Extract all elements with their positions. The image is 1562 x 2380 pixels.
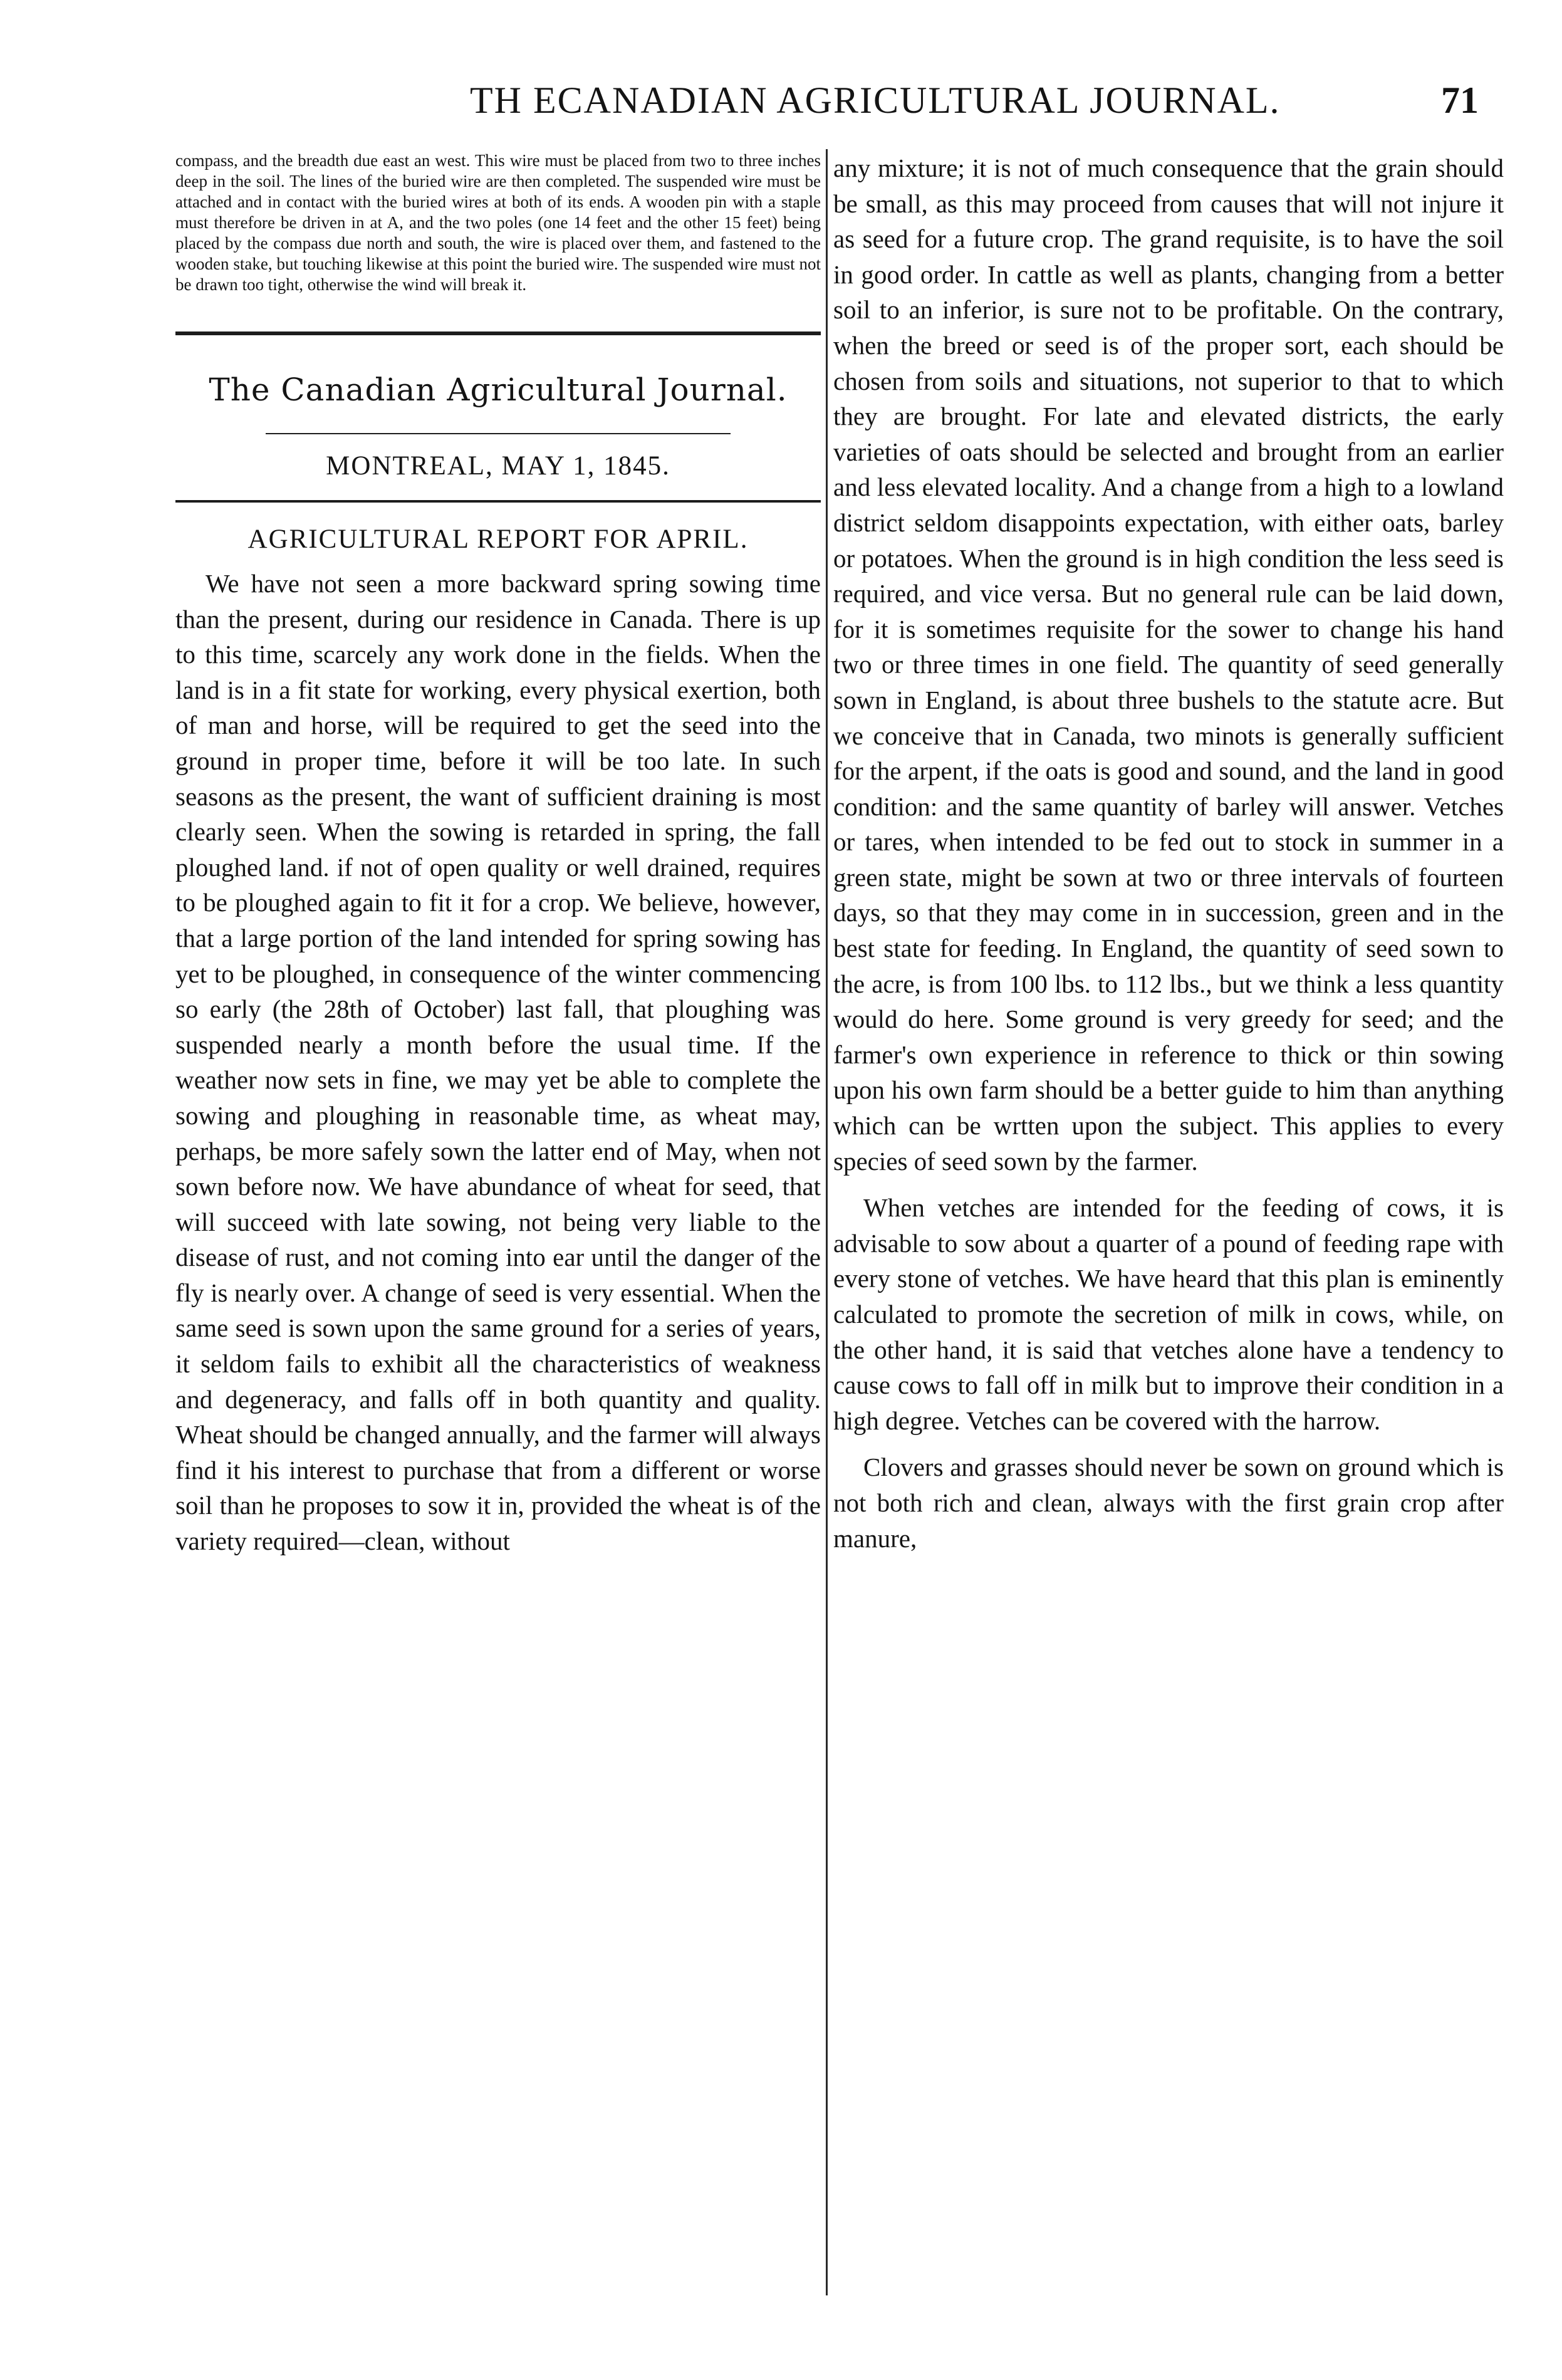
dateline-rule (175, 500, 821, 503)
report-text: We have not seen a more backward spring sowing time than the present, during our residence in Canada. There is up to this time, scarcely any work done in the fields. When the land is in a fit state for working, every physical exertion, both of man and horse, will be required to get the seed into the ground in proper time, before it will be too late. In such seasons as the present, the want of sufficient draining is most clearly seen. When the sowing is retarded in spring, the fall ploughed land. if not of open quality or well drained, requires to be ploughed again to fit it for a crop. We believe, however, that a large portion of the land intended for spring sowing has yet to be ploughed, in consequence of the winter commencing so early (the 28th of October) last fall, that ploughing was suspended nearly a month before the usual time. If the weather now sets in fine, we may yet be able to complete the sowing and ploughing in reasonable time, as wheat may, perhaps, be more safely sown the latter end of May, when not sown before now. We have abundance of wheat for seed, that will succeed with late sowing, not being very liable to the disease of rust, and not coming into ear until the danger of the fly is nearly over. A change of seed is very essential. When the same seed is sown upon the same ground for a series of years, it seldom fails to exhibit all the characteristics of weakness and degeneracy, and falls off in both quantity and quality. Wheat should be changed annually, and the farmer will always find it his interest to purchase that from a different or worse soil than he proposes to sow it in, provided the wheat is of the variety required—clean, without (175, 569, 821, 1556)
right-paragraph-2: When vetches are intended for the feeding of cows, it is advisable to sow about a quarter of a pound of feeding rape with every stone of vetches. We have heard that this plan is eminently calculated to promote the secretion of milk in cows, while, on the other hand, it is said that vetches alone have a tendency to cause cows to fall off in milk but to improve their condition in a high degree. Vetches can be covered with the harrow. (833, 1193, 1504, 1435)
section-rule (175, 331, 821, 335)
page-number: 71 (1441, 80, 1479, 121)
dateline: MONTREAL, MAY 1, 1845. (326, 451, 670, 481)
column-divider (826, 149, 828, 2295)
running-head (188, 75, 1479, 135)
right-column (833, 150, 1504, 2337)
right-paragraph-1: any mixture; it is not of much consequence that the grain should be small, as this may proceed from causes that will not injure it as seed for a future crop. The grand requisite, is to have the soil in good order. In cattle as well as plants, changing from a better soil to an inferior, is sure not to be profitable. On the contrary, when the breed or seed is of the proper sort, each should be chosen from soils and situations, not superior to that to which they are brought. For late and elevated districts, the early varieties of oats should be selected and brought from an earlier and less elevated locality. And a change from a high to a lowland district seldom disappoints expectation, with either oats, barley or potatoes. When the ground is in high condition the less seed is required, and vice versa. But no general rule can be laid down, for it is sometimes requisite for the sower to change his hand two or three times in one field. The quantity of seed generally sown in England, is about three bushels to the statute acre. But we conceive that in Canada, two minots is generally sufficient for the arpent, if the oats is good and sound, and the land in good condition: and the same quantity of barley will answer. Vetches or tares, when intended to be fed out to stock in summer in a green state, might be sown at two or three intervals of fourteen days, so that they may come in in succession, green and in the best state for feeding. In England, the quantity of seed sown to the acre, is from 100 lbs. to 112 lbs., but we think a less quantity would do here. Some ground is very greedy for seed; and the farmer's own experience in reference to thick or thin sowing upon his own farm should be a better guide to him than anything which can be wrtten upon the subject. This applies to every species of seed sown by the farmer. (833, 154, 1504, 1176)
report-heading: AGRICULTURAL REPORT FOR APRIL. (247, 525, 749, 554)
left-column (175, 150, 821, 2337)
right-paragraph-3: Clovers and grasses should never be sown on ground which is not both rich and clean, always with the first grain crop after manure, (833, 1453, 1504, 1553)
masthead: The Canadian Agricultural Journal. (209, 372, 788, 408)
masthead-rule (266, 433, 731, 434)
continued-note: compass, and the breadth due east an west. This wire must be placed from two to three inches deep in the soil. The lines of the buried wire are then completed. The suspended wire must be attached and in contact with the buried wires at both of its ends. A wooden pin with a staple must therefore be driven in at A, and the two poles (one 14 feet and the other 15 feet) being placed by the compass due north and south, the wire is placed over them, and fastened to the wooden stake, but touching likewise at this point the buried wire. The suspended wire must not be drawn too tight, otherwise the wind will break it. (175, 151, 821, 294)
journal-title: TH ECANADIAN AGRICULTURAL JOURNAL. (470, 80, 1281, 121)
